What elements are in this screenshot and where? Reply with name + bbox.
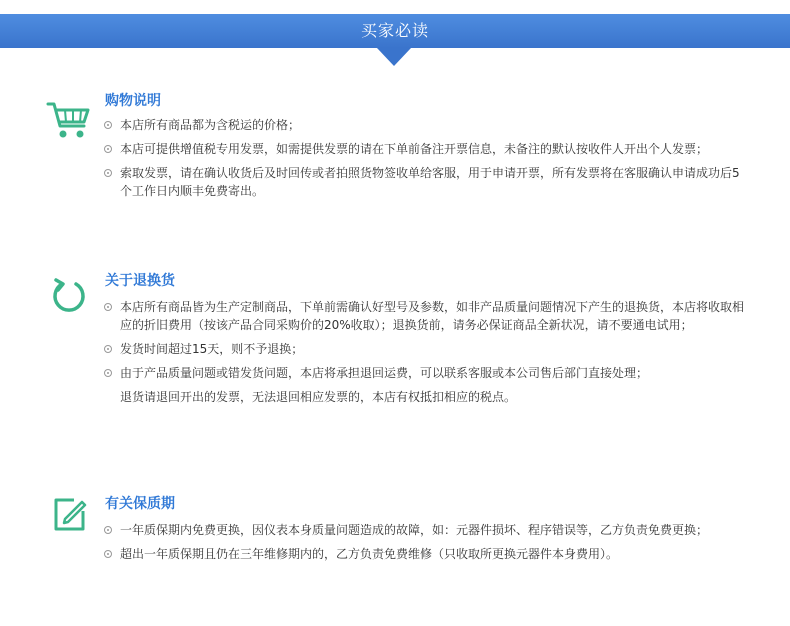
header-banner <box>0 14 790 48</box>
list-item: 由于产品质量问题或错发货问题，本店将承担退回运费，可以联系客服或本公司售后部门直接处理； <box>104 364 744 382</box>
bullet-icon <box>104 121 112 129</box>
shopping-cart-icon <box>46 100 90 140</box>
list-item: 索取发票，请在确认收货后及时回传或者拍照货物签收单给客服，用于申请开票，所有发票将在客服确认申请成功后5个工作日内顺丰免费寄出。 <box>104 164 744 200</box>
list-item: 一年质保期内免费更换，因仪表本身质量问题造成的故障，如：元器件损坏、程序错误等，乙方负责免费更换； <box>104 521 744 539</box>
bullet-icon <box>104 169 112 177</box>
bullet-icon <box>104 345 112 353</box>
bullet-icon <box>104 369 112 377</box>
banner-arrow <box>377 48 411 66</box>
returns-list <box>104 298 744 412</box>
edit-icon <box>52 497 88 533</box>
section-title-warranty: 有关保质期 <box>105 496 175 512</box>
list-item: 发货时间超过15天，则不予退换； <box>104 340 744 358</box>
refresh-icon <box>50 276 88 314</box>
warranty-list <box>104 521 744 569</box>
bullet-icon <box>104 550 112 558</box>
bullet-icon <box>104 303 112 311</box>
list-item: 本店可提供增值税专用发票，如需提供发票的请在下单前备注开票信息，未备注的默认按收件人开出个人发票； <box>104 140 744 158</box>
shopping-list <box>104 116 744 206</box>
note-item: 退货请退回开出的发票，无法退回相应发票的，本店有权抵扣相应的税点。 <box>120 390 517 404</box>
bullet-icon <box>104 526 112 534</box>
section-title-returns: 关于退换货 <box>105 273 175 289</box>
banner-title: 买家必读 <box>360 21 429 40</box>
bullet-icon <box>104 145 112 153</box>
list-item: 超出一年质保期且仍在三年维修期内的，乙方负责免费维修（只收取所更换元器件本身费用）。 <box>104 545 744 563</box>
list-item: 本店所有商品都为含税运的价格； <box>104 116 744 134</box>
section-title-shopping: 购物说明 <box>105 93 161 109</box>
list-item: 本店所有商品皆为生产定制商品，下单前需确认好型号及参数，如非产品质量问题情况下产生的退换货，本店将收取相应的折旧费用（按该产品合同采购价的20%收取）；退换货前，请务必保证商品全新状况，请不要通电试用； <box>104 298 744 334</box>
